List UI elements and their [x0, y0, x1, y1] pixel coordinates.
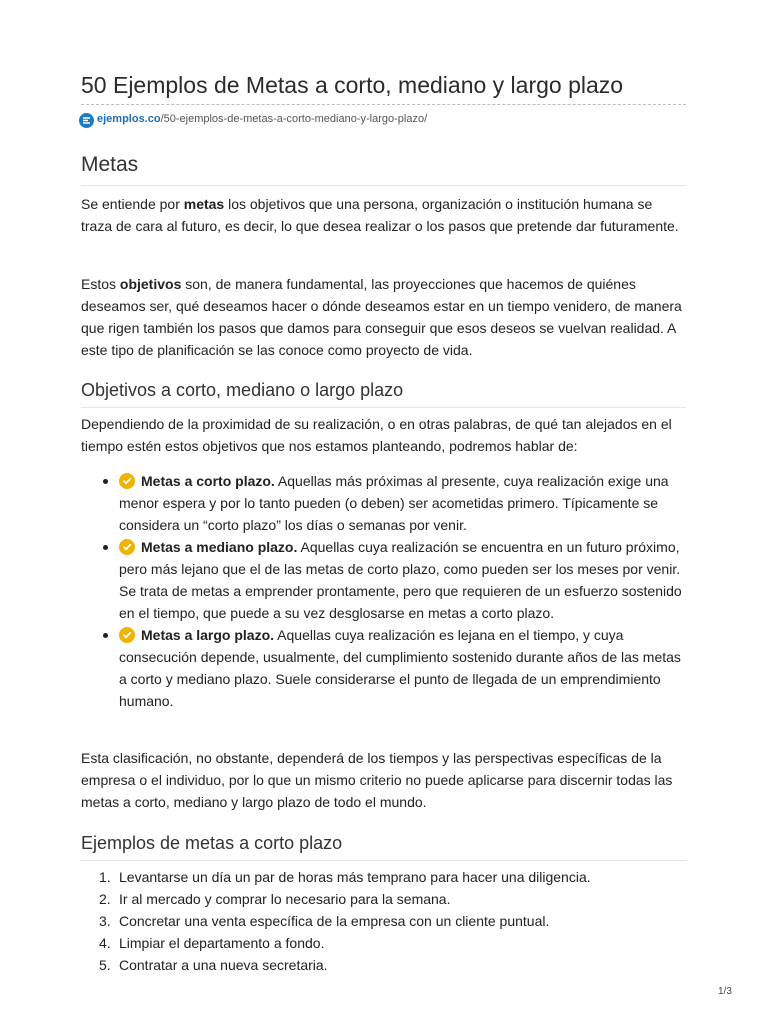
text-run: Se entiende por	[81, 196, 184, 212]
example-text: Concretar una venta específica de la empresa con un cliente puntual.	[119, 913, 550, 929]
source-domain[interactable]: ejemplos.co	[97, 113, 161, 125]
check-badge-icon	[119, 627, 135, 643]
paragraph-metas-definition	[81, 193, 686, 237]
example-item	[81, 910, 686, 932]
example-text: Contratar a una nueva secretaria.	[119, 957, 328, 973]
example-text: Ir al mercado y comprar lo necesario para la semana.	[119, 891, 451, 907]
example-number: 1.	[99, 869, 111, 885]
check-badge-icon	[119, 473, 135, 489]
page-number: 1/3	[718, 986, 732, 997]
source-link[interactable]	[81, 104, 686, 133]
text-run: los objetivos que una persona, organización o institución humana se traza de cara al futuro, es decir, lo que desea realizar o los pasos que pretende dar futuramente.	[81, 196, 679, 234]
goal-item	[81, 624, 686, 712]
goal-term: Metas a mediano plazo.	[141, 539, 298, 555]
example-item	[81, 888, 686, 910]
paragraph-objetivos-intro: Dependiendo de la proximidad de su realización, o en otras palabras, de qué tan alejados en el tiempo estén estos objetivos que nos estamos planteando, podremos hablar de:	[81, 416, 672, 454]
source-path[interactable]: /50-ejemplos-de-metas-a-corto-mediano-y-largo-plazo/	[160, 113, 428, 125]
bullet-dot-icon	[103, 545, 108, 550]
ejemplos-logo-icon	[79, 113, 94, 128]
example-text: Levantarse un día un par de horas más temprano para hacer una diligencia.	[119, 869, 591, 885]
bullet-dot-icon	[103, 633, 108, 638]
example-text: Limpiar el departamento a fondo.	[119, 935, 325, 951]
example-number: 4.	[99, 935, 111, 951]
goal-description: Aquellas cuya realización es lejana en el tiempo, y cuya consecución depende, usualmente, del cumplimiento sostenido durante años de las metas a corto y mediano plazo. Suele considerarse el punto de llegada de un emprendimiento humano.	[119, 627, 681, 709]
paragraph-objetivos	[81, 273, 686, 361]
paragraph-clasificacion: Esta clasificación, no obstante, dependerá de los tiempos y las perspectivas específicas de la empresa o el individuo, por lo que un mismo criterio no puede aplicarse para discernir todas las metas a corto, mediano y largo plazo de todo el mundo.	[81, 750, 673, 810]
heading-objetivos: Objetivos a corto, mediano o largo plazo	[81, 380, 686, 408]
example-number: 5.	[99, 957, 111, 973]
heading-metas: Metas	[81, 153, 686, 186]
check-badge-icon	[119, 539, 135, 555]
example-number: 2.	[99, 891, 111, 907]
source-url[interactable]	[97, 113, 427, 125]
goal-term: Metas a largo plazo.	[141, 627, 275, 643]
example-item	[81, 866, 686, 888]
examples-list	[81, 866, 686, 976]
goal-item	[81, 470, 686, 536]
example-item	[81, 954, 686, 976]
text-run: son, de manera fundamental, las proyecciones que hacemos de quiénes deseamos ser, qué deseamos hacer o dónde deseamos estar en un tiempo venidero, de manera que rigen también los pasos que damos para conseguir que esos deseos se vuelvan realidad. A este tipo de planificación se las conoce como proyecto de vida.	[81, 276, 682, 358]
text-run: Estos	[81, 276, 120, 292]
example-item	[81, 932, 686, 954]
document-title: 50 Ejemplos de Metas a corto, mediano y largo plazo	[81, 72, 624, 98]
heading-ejemplos-corto: Ejemplos de metas a corto plazo	[81, 833, 686, 861]
bullet-dot-icon	[103, 479, 108, 484]
bold-term: objetivos	[119, 276, 182, 292]
goal-description: Aquellas cuya realización se encuentra en un futuro próximo, pero más lejano que el de las metas de corto plazo, como pueden ser los meses por venir. Se trata de metas a emprender prontamente, pero que requieren de un esfuerzo sostenido en el tiempo, que puede a su vez desglosarse en metas a corto plazo.	[119, 539, 682, 621]
goal-description: Aquellas más próximas al presente, cuya realización exige una menor espera y por lo tanto pueden (o deben) ser acometidas primero. Típicamente se considera un “corto plazo” los días o semanas por venir.	[119, 473, 669, 533]
bold-term: metas	[183, 196, 225, 212]
goal-term: Metas a corto plazo.	[141, 473, 275, 489]
example-number: 3.	[99, 913, 111, 929]
goals-list	[81, 470, 686, 712]
goal-item	[81, 536, 686, 624]
